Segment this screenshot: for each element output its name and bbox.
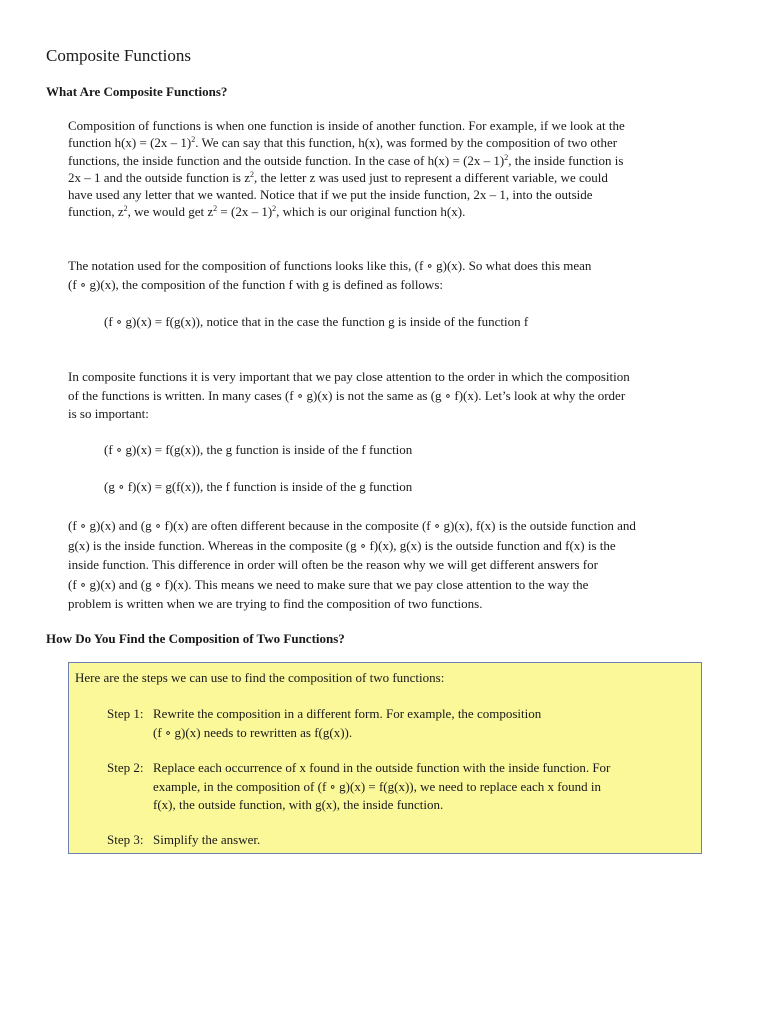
para4-line5: problem is written when we are trying to find the composition of two functions. xyxy=(68,596,483,611)
step-label: Step 2: xyxy=(107,760,144,775)
para1-line1: Composition of functions is when one function is inside of another function. For example, if we look at the xyxy=(68,118,625,133)
section-heading-how: How Do You Find the Composition of Two Functions? xyxy=(46,631,345,646)
steps-intro: Here are the steps we can use to find the composition of two functions: xyxy=(75,670,445,685)
para4-line2: g(x) is the inside function. Whereas in the composite (g ∘ f)(x), g(x) is the outside function and f(x) is the xyxy=(68,537,616,553)
para4-line3: inside function. This difference in order will often be the reason why we will get different answers for xyxy=(68,557,598,572)
para3-line2: of the functions is written. In many cases (f ∘ g)(x) is not the same as (g ∘ f)(x). Let’s look at why the order xyxy=(68,387,626,403)
step-label: Step 3: xyxy=(107,832,144,847)
example-g-of-f: (g ∘ f)(x) = g(f(x)), the f function is inside of the g function xyxy=(104,479,413,494)
step-text: Simplify the answer. xyxy=(153,832,261,847)
step-2 xyxy=(107,759,610,815)
example-f-of-g: (f ∘ g)(x) = f(g(x)), the g function is inside of the f function xyxy=(104,442,413,457)
step-1 xyxy=(107,705,541,742)
para3-line1: In composite functions it is very important that we pay close attention to the order in which the composition xyxy=(68,369,630,384)
page-title: Composite Functions xyxy=(46,46,191,65)
para4-line4: (f ∘ g)(x) and (g ∘ f)(x). This means we need to make sure that we pay close attention to the way the xyxy=(68,576,589,592)
para3-line3: is so important: xyxy=(68,406,149,421)
para4-line1: (f ∘ g)(x) and (g ∘ f)(x) are often different because in the composite (f ∘ g)(x), f(x) is the outside function and xyxy=(68,518,636,533)
step-text: (f ∘ g)(x) needs to rewritten as f(g(x)). xyxy=(153,724,353,740)
para1-line6: function, $z^2$, we would get $z^2 = (2x - 1)^2$, which is our original function h(x). xyxy=(68,204,466,220)
step-text: Rewrite the composition in a different form. For example, the composition xyxy=(153,706,542,721)
step-label: Step 1: xyxy=(107,706,144,721)
para1-line3: functions, the inside function and the outside function. In the case of h(x) = (2x – 1)$^2$, the inside function is xyxy=(68,152,624,168)
step-text: Replace each occurrence of x found in the outside function with the inside function. For xyxy=(153,760,611,775)
section-heading-what: What Are Composite Functions? xyxy=(46,84,228,99)
para1-line4: 2x – 1 and the outside function is $z^2$, the letter z was used just to represent a different variable, we could xyxy=(68,169,608,185)
para2-line2: (f ∘ g)(x), the composition of the function f with g is defined as follows: xyxy=(68,277,443,292)
para1-line2: function h(x) = (2x – 1)$^2$. We can say that this function, h(x), was formed by the composition of two other xyxy=(68,135,618,151)
composition-definition: (f ∘ g)(x) = f(g(x)), notice that in the case the function g is inside of the function f xyxy=(104,314,529,329)
para1-line5: have used any letter that we wanted. Notice that if we put the inside function, 2x – 1, into the outside xyxy=(68,187,593,203)
para2-line1: The notation used for the composition of functions looks like this, (f ∘ g)(x). So what does this mean xyxy=(68,258,592,273)
notation-paragraph xyxy=(68,256,728,294)
intro-paragraph xyxy=(68,117,728,221)
difference-paragraph xyxy=(68,516,728,614)
steps-callout-box xyxy=(68,662,702,854)
order-paragraph xyxy=(68,368,728,424)
step-3 xyxy=(107,831,260,850)
step-text: f(x), the outside function, with g(x), the inside function. xyxy=(153,797,444,812)
step-text: example, in the composition of (f ∘ g)(x) = f(g(x)), we need to replace each x found in xyxy=(153,778,601,794)
